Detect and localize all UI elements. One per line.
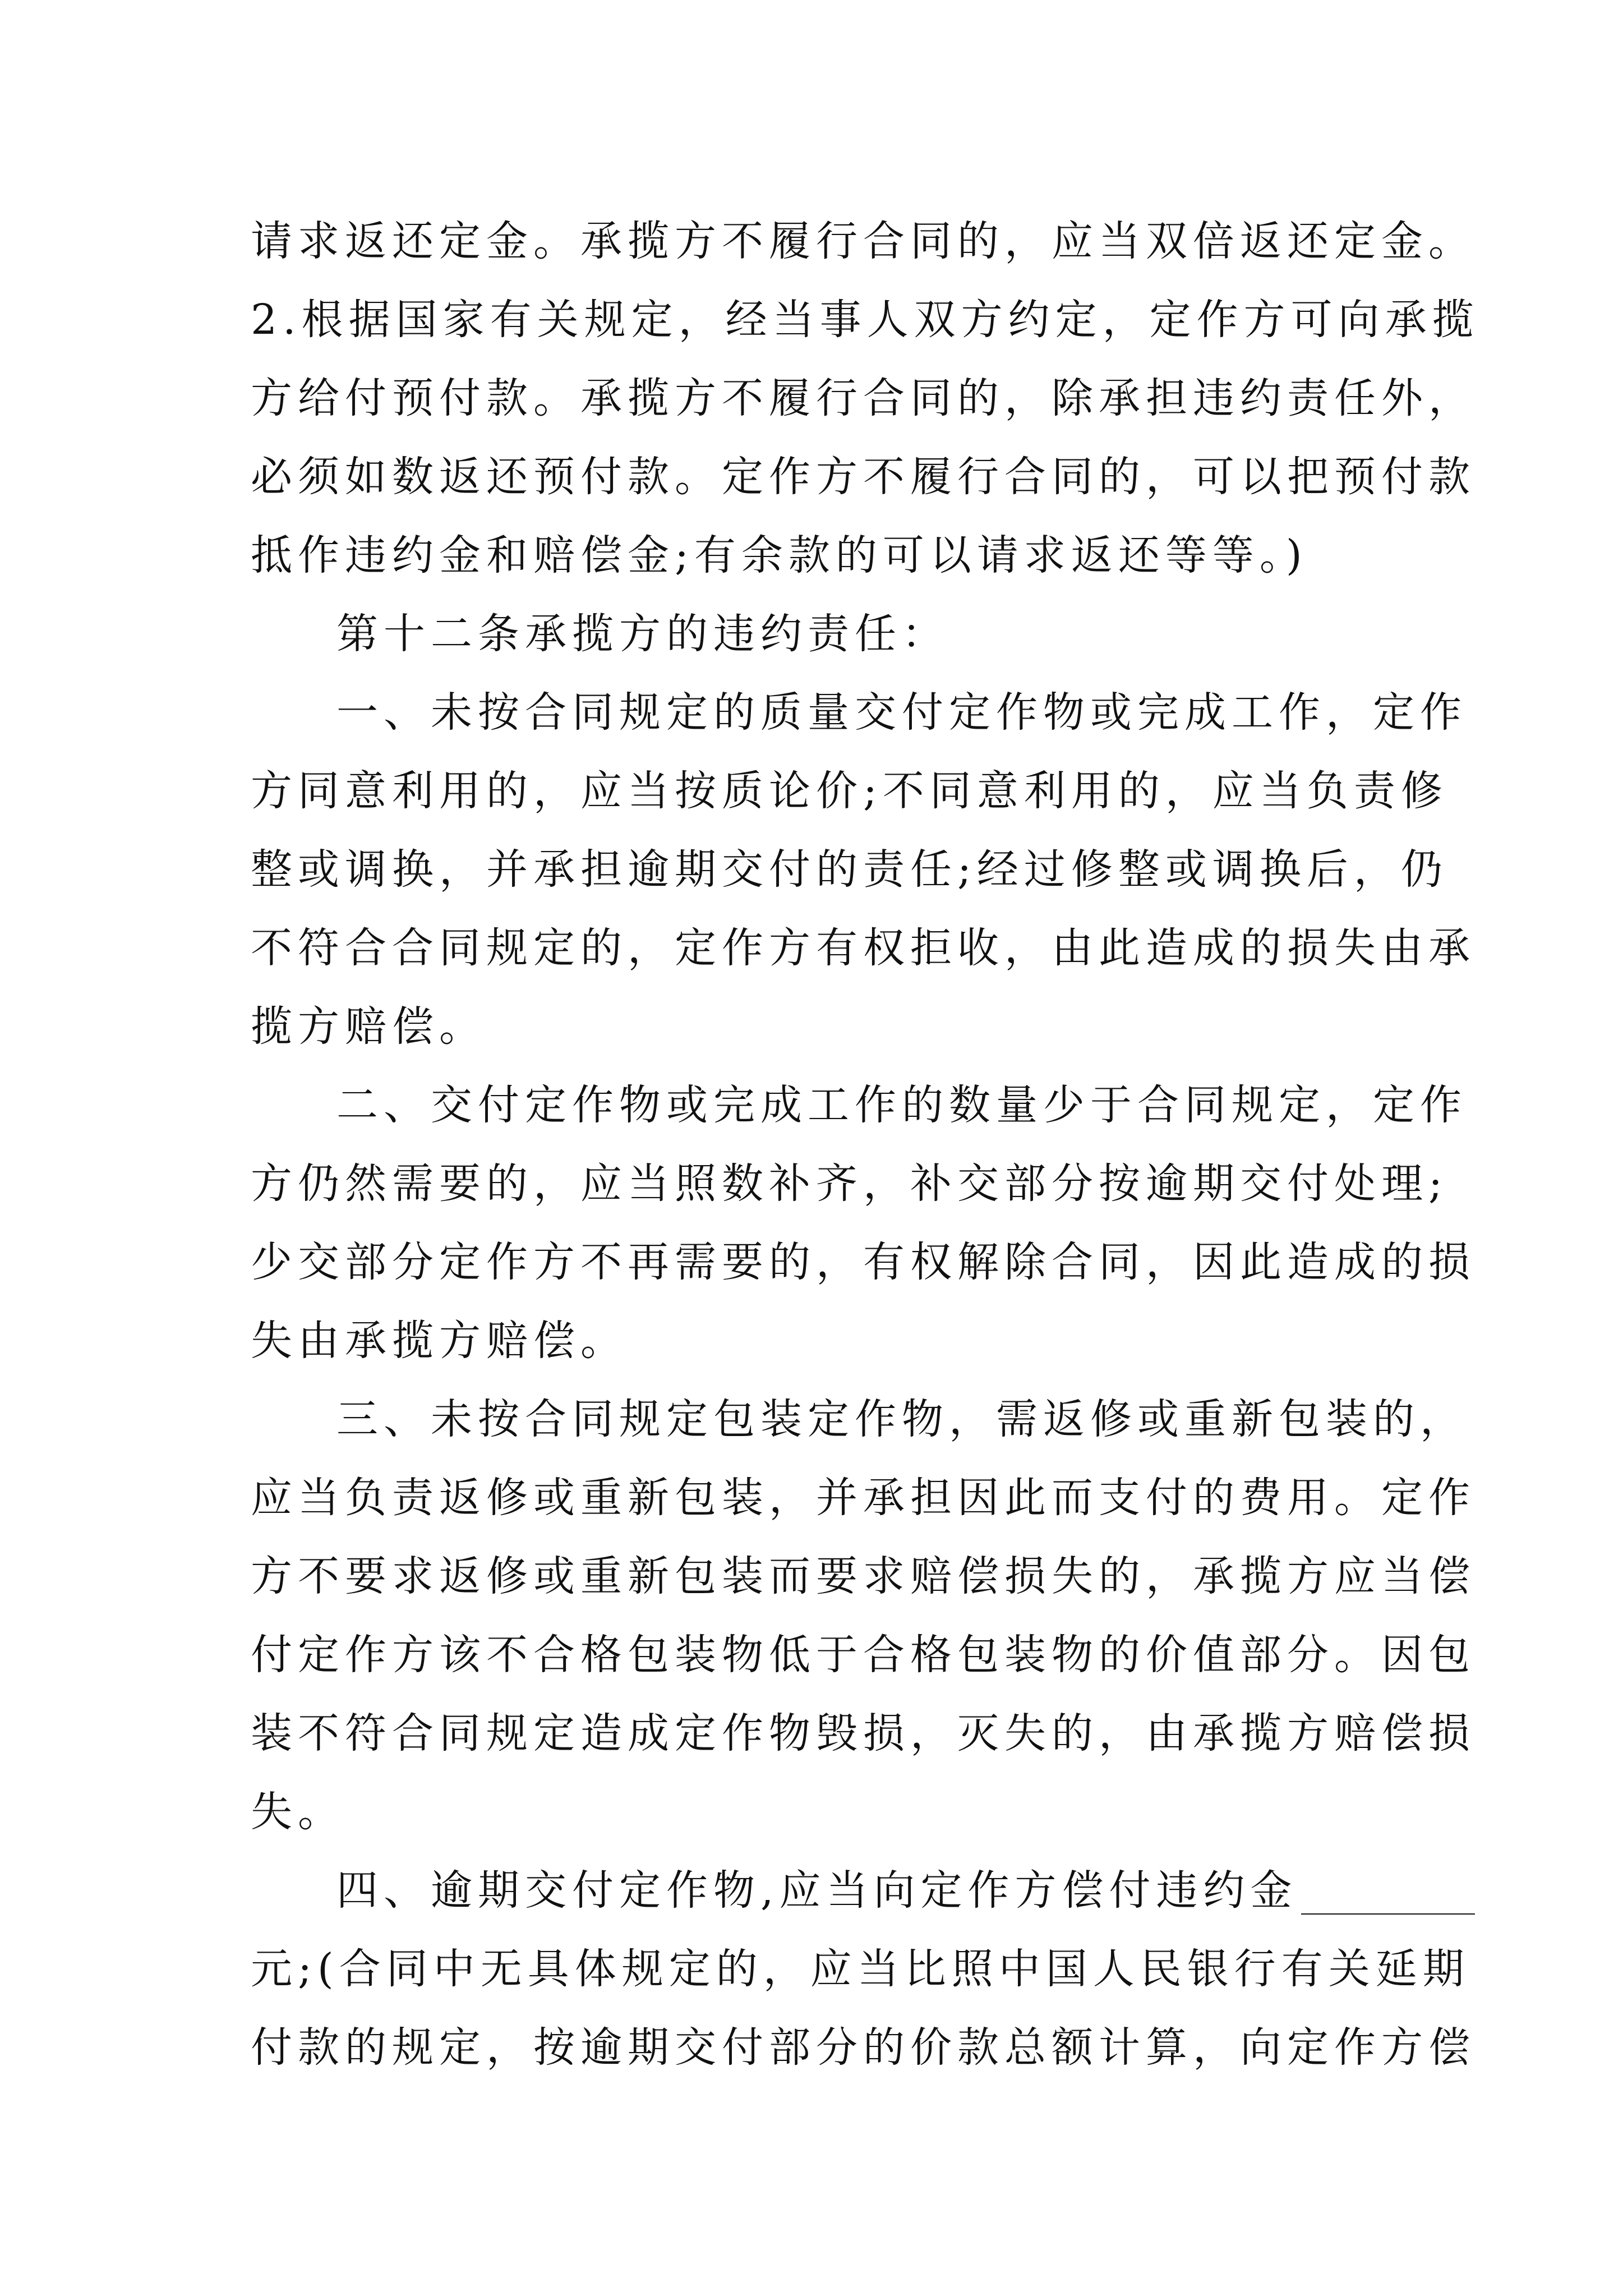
clause-1-line-2: 方同意利用的，应当按质论价;不同意利用的，应当负责修 — [251, 767, 1448, 815]
clause-3-line-3: 方不要求返修或重新包装而要求赔偿损失的，承揽方应当偿 — [251, 1552, 1476, 1600]
clause-2-line-1: 二、交付定作物或完成工作的数量少于合同规定，定作 — [336, 1081, 1467, 1129]
article-12-heading: 第十二条承揽方的违约责任： — [336, 610, 949, 658]
clause-3-line-1: 三、未按合同规定包装定作物，需返修或重新包装的， — [336, 1395, 1467, 1443]
clause-4-text: 四、逾期交付定作物,应当向定作方偿付违约金 — [336, 1866, 1298, 1915]
clause-3-line-6: 失。 — [251, 1788, 345, 1836]
clause-4-line-2: 元;(合同中无具体规定的，应当比照中国人民银行有关延期 — [251, 1945, 1470, 1993]
clause-1-line-5: 揽方赔偿。 — [251, 1002, 486, 1051]
clause-3-line-5: 装不符合同规定造成定作物毁损，灭失的，由承揽方赔偿损 — [251, 1709, 1476, 1757]
text-line-4: 必须如数返还预付款。定作方不履行合同的，可以把预付款 — [251, 453, 1476, 501]
text-line-2: 2.根据国家有关规定，经当事人双方约定，定作方可向承揽 — [251, 296, 1479, 344]
clause-4-line-1 — [336, 1848, 1525, 1932]
text-line-3: 方给付预付款。承揽方不履行合同的，除承担违约责任外， — [251, 374, 1476, 422]
clause-2-line-4: 失由承揽方赔偿。 — [251, 1317, 628, 1365]
clause-1-line-3: 整或调换，并承担逾期交付的责任;经过修整或调换后，仍 — [251, 845, 1448, 894]
clause-1-line-1: 一、未按合同规定的质量交付定作物或完成工作，定作 — [336, 688, 1467, 737]
clause-2-line-2: 方仍然需要的，应当照数补齐，补交部分按逾期交付处理; — [251, 1159, 1448, 1208]
text-line-1: 请求返还定金。承揽方不履行合同的，应当双倍返还定金。 — [251, 217, 1476, 265]
clause-1-line-4: 不符合合同规定的，定作方有权拒收，由此造成的损失由承 — [251, 924, 1476, 972]
amount-blank-line — [1301, 1912, 1475, 1915]
clause-2-line-3: 少交部分定作方不再需要的，有权解除合同，因此造成的损 — [251, 1238, 1476, 1286]
clause-3-line-2: 应当负责返修或重新包装，并承担因此而支付的费用。定作 — [251, 1474, 1476, 1522]
text-line-5: 抵作违约金和赔偿金;有余款的可以请求返还等等。) — [251, 531, 1308, 579]
clause-3-line-4: 付定作方该不合格包装物低于合格包装物的价值部分。因包 — [251, 1631, 1476, 1679]
clause-4-line-3: 付款的规定，按逾期交付部分的价款总额计算，向定作方偿 — [251, 2023, 1476, 2072]
